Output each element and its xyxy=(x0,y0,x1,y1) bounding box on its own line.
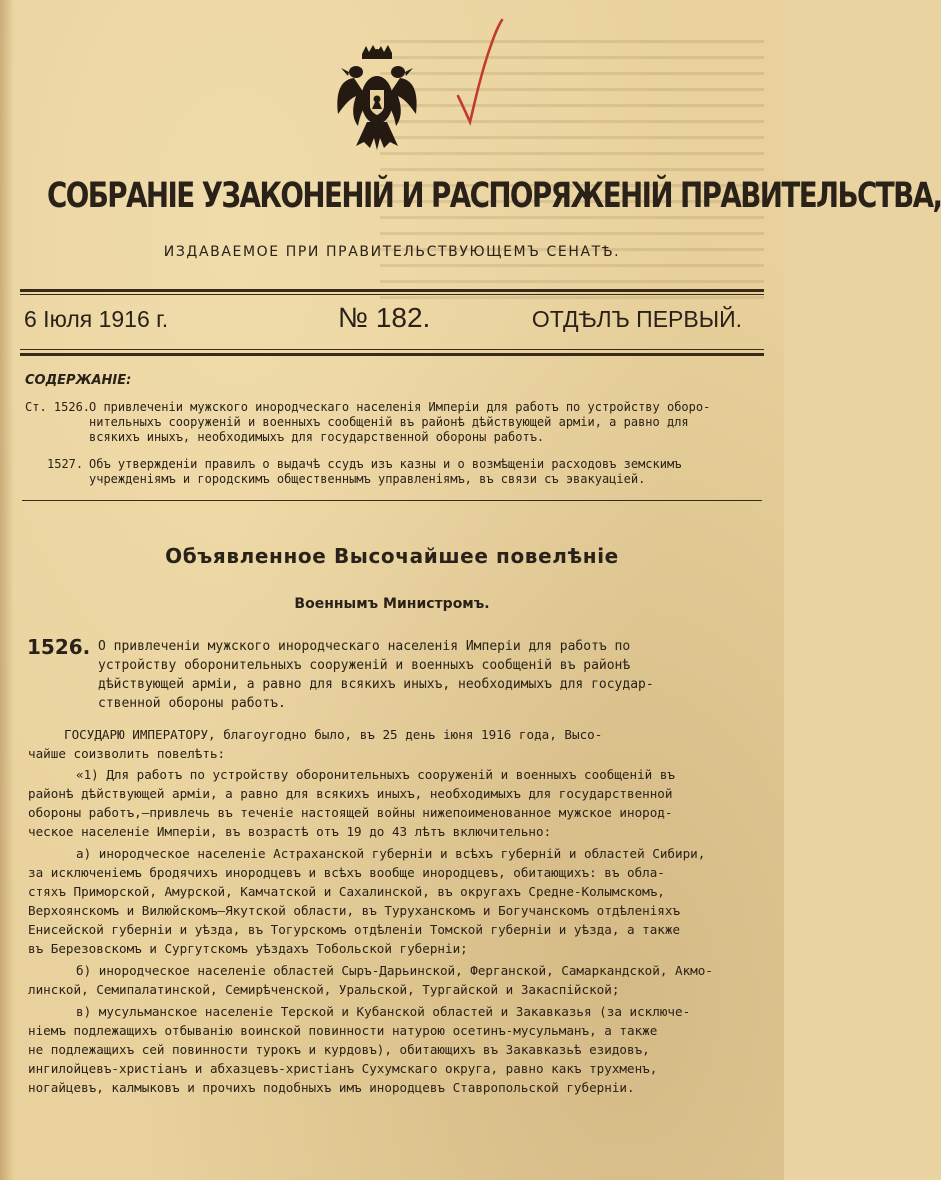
body-line: за исключеніемъ бродячихъ инородцевъ и всѣхъ вообще инородцевъ, обитающихъ: въ обла- xyxy=(28,865,665,880)
article-title-line: дѣйствующей арміи, а равно для всякихъ иныхъ, необходимыхъ для государ- xyxy=(98,677,654,692)
body-line: ногайцевъ, калмыковъ и прочихъ подобныхъ имъ инородцевъ Ставропольской губерніи. xyxy=(28,1080,635,1095)
contents-item-line: всякихъ иныхъ, необходимыхъ для государственной обороны работъ. xyxy=(89,430,545,444)
body-line: линской, Семипалатинской, Семирѣченской, Уральской, Тургайской и Закаспійской; xyxy=(28,982,620,997)
contents-item-line: учрежденіямъ и городскимъ общественнымъ управленіямъ, въ связи съ эвакуаціей. xyxy=(89,472,646,486)
decree-title: Объявленное Высочайшее повелѣніе xyxy=(165,544,619,568)
contents-rule xyxy=(22,500,762,501)
decree-issuer: Военнымъ Министромъ. xyxy=(294,596,490,612)
body-line: районѣ дѣйствующей арміи, а равно для всякихъ иныхъ, необходимыхъ для государственной xyxy=(28,786,673,801)
header-rule-top-thin xyxy=(20,294,764,295)
contents-item xyxy=(25,400,765,450)
contents-item-line: Объ утвержденіи правилъ о выдачѣ ссудъ изъ казны и о возмѣщеніи расходовъ земскимъ xyxy=(89,457,682,471)
body-line: стяхъ Приморской, Амурской, Камчатской и Сахалинской, въ округахъ Средне-Колымскомъ, xyxy=(28,884,665,899)
body-line: Верхоянскомъ и Вилюйскомъ—Якутской области, въ Туруханскомъ и Богучанскомъ отдѣленіяхъ xyxy=(28,903,681,918)
issue-info-line xyxy=(24,302,742,342)
publication-subtitle: ИЗДАВАЕМОЕ ПРИ ПРАВИТЕЛЬСТВУЮЩЕМЪ СЕНАТѢ. xyxy=(163,244,621,260)
body-line: Енисейской губерніи и уѣзда, въ Тогурскомъ отдѣленіи Томской губерніи и уѣзда, а также xyxy=(28,922,681,937)
body-line: обороны работъ,—привлечь въ теченіе настоящей войны нижепоименованное мужское инород- xyxy=(28,805,673,820)
contents-heading: СОДЕРЖАНІЕ: xyxy=(25,373,132,388)
contents-item-number: Ст. 1526. xyxy=(25,400,91,414)
body-line: б) инородческое населеніе областей Сыръ-Дарьинской, Ферганской, Самаркандской, Акмо- xyxy=(76,963,713,978)
page-edge-shadow xyxy=(0,0,14,1180)
contents-item xyxy=(25,457,765,491)
bleed-through-text xyxy=(380,40,764,300)
body-line: ніемъ подлежащихъ отбыванію воинской повинности натурою осетинъ-мусульманъ, а также xyxy=(28,1023,658,1038)
contents-item-line: О привлеченіи мужского инородческаго населенія Имперіи для работъ по устройству оборо- xyxy=(89,400,711,414)
body-line: не подлежащихъ сей повинности турокъ и курдовъ), обитающихъ въ Закавказьѣ езидовъ, xyxy=(28,1042,650,1057)
publication-title: СОБРАНІЕ УЗАКОНЕНІЙ И РАСПОРЯЖЕНІЙ ПРАВИТЕЛЬСТВА, xyxy=(47,176,941,216)
issue-section: ОТДѢЛЪ ПЕРВЫЙ. xyxy=(531,306,742,332)
article-title-line: устройству оборонительныхъ сооруженій и военныхъ сообщеній въ районѣ xyxy=(98,658,631,673)
red-check-mark xyxy=(450,18,510,128)
header-rule-bottom xyxy=(20,353,764,356)
body-line: въ Березовскомъ и Сургутскомъ уѣздахъ Тобольской губерніи; xyxy=(28,941,468,956)
issue-number: № 182. xyxy=(338,302,431,333)
body-line: а) инородческое населеніе Астраханской губерніи и всѣхъ губерній и областей Сибири, xyxy=(76,846,706,861)
article-number: 1526. xyxy=(27,635,91,659)
body-line: ингилойцевъ-христіанъ и абхазцевъ-христіанъ Сухумскаго округа, равно какъ трухменъ, xyxy=(28,1061,658,1076)
body-line: «1) Для работъ по устройству оборонительныхъ сооруженій и военныхъ сообщеній въ xyxy=(76,767,675,782)
article-title-line: О привлеченіи мужского инородческаго населенія Имперіи для работъ по xyxy=(98,639,631,654)
issue-date: 6 Іюля 1916 г. xyxy=(24,306,169,332)
contents-item-number: 1527. xyxy=(47,457,84,471)
article-title-line: ственной обороны работъ. xyxy=(98,696,286,711)
double-headed-eagle-emblem xyxy=(334,42,420,152)
body-line: ГОСУДАРЮ ИМПЕРАТОРУ, благоугодно было, въ 25 день іюня 1916 года, Высо- xyxy=(64,727,603,742)
contents-item-line: нительныхъ сооруженій и военныхъ сообщеній въ районѣ дѣйствующей арміи, а равно для xyxy=(89,415,689,429)
header-rule-top xyxy=(20,289,764,292)
body-line: в) мусульманское населеніе Терской и Кубанской областей и Закавказья (за исключе- xyxy=(76,1004,691,1019)
body-line: чайше соизволить повелѣть: xyxy=(28,746,226,761)
header-rule-bottom-thin xyxy=(20,349,764,350)
body-line: ческое населеніе Имперіи, въ возрастѣ отъ 19 до 43 лѣтъ включительно: xyxy=(28,824,552,839)
